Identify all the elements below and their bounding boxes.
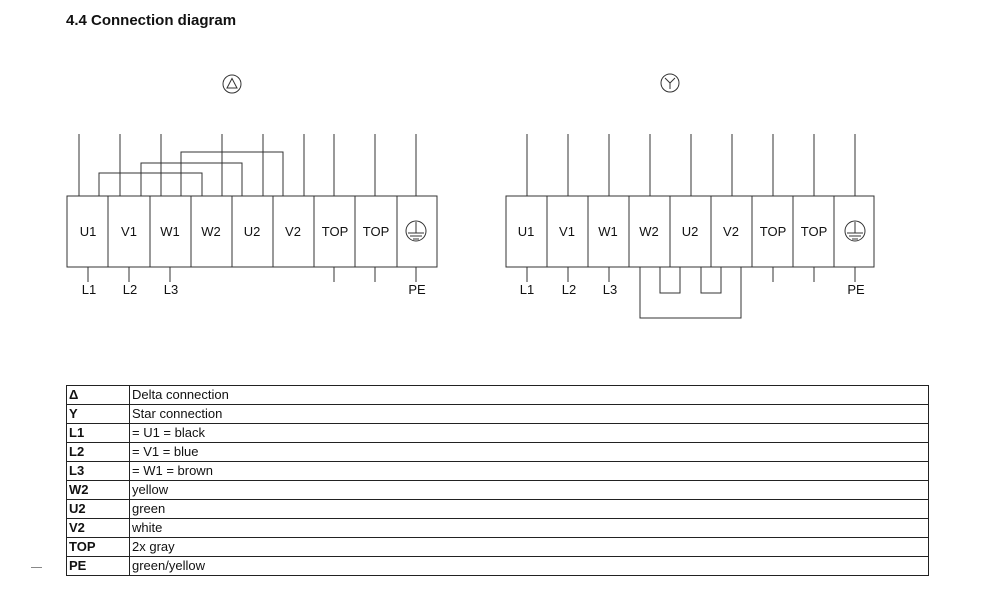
table-row xyxy=(67,481,929,500)
delta-bridge-v1-u2 xyxy=(141,163,242,196)
legend-key: L1 xyxy=(67,424,130,443)
delta-pe-label: PE xyxy=(408,282,426,297)
legend-key: W2 xyxy=(67,481,130,500)
delta-line-label: L3 xyxy=(163,282,179,297)
star-terminal-label: U2 xyxy=(681,224,699,239)
star-terminal-label: U1 xyxy=(517,224,535,239)
star-terminal-label: TOP xyxy=(759,224,787,239)
legend-table xyxy=(66,385,929,576)
delta-bridge-u1-w2 xyxy=(99,173,202,196)
delta-terminal-label: U1 xyxy=(79,224,97,239)
delta-ground-icon xyxy=(406,221,426,241)
star-y-icon xyxy=(665,78,675,89)
legend-key: Δ xyxy=(67,386,130,405)
star-line-label: L1 xyxy=(519,282,535,297)
delta-terminal-label: TOP xyxy=(362,224,390,239)
legend-value: = W1 = brown xyxy=(130,462,929,481)
table-row xyxy=(67,538,929,557)
legend-value: Delta connection xyxy=(130,386,929,405)
page-title: 4.4 Connection diagram xyxy=(66,12,237,29)
legend-key: TOP xyxy=(67,538,130,557)
star-bridge-w2-v2 xyxy=(640,267,741,318)
delta-diagram xyxy=(67,75,437,282)
star-terminal-label: W1 xyxy=(598,224,618,239)
table-row xyxy=(67,519,929,538)
star-terminal-label: TOP xyxy=(800,224,828,239)
delta-terminal-label: U2 xyxy=(243,224,261,239)
star-terminal-label: V1 xyxy=(559,224,575,239)
legend-value: = U1 = black xyxy=(130,424,929,443)
legend-value: green/yellow xyxy=(130,557,929,576)
table-row xyxy=(67,405,929,424)
star-bridge-w2-u2 xyxy=(660,267,680,293)
star-terminal-label: W2 xyxy=(639,224,659,239)
table-row xyxy=(67,557,929,576)
table-row xyxy=(67,443,929,462)
legend-key: L2 xyxy=(67,443,130,462)
table-row xyxy=(67,424,929,443)
star-terminal-labels xyxy=(518,224,865,297)
star-line-label: L3 xyxy=(602,282,618,297)
delta-bridge-w1-v2 xyxy=(181,152,283,196)
table-row xyxy=(67,386,929,405)
delta-terminal-label: TOP xyxy=(321,224,349,239)
legend-value: yellow xyxy=(130,481,929,500)
legend-value: = V1 = blue xyxy=(130,443,929,462)
delta-triangle-icon xyxy=(227,79,237,89)
legend-key: L3 xyxy=(67,462,130,481)
legend-key: PE xyxy=(67,557,130,576)
star-pe-label: PE xyxy=(847,282,865,297)
star-line-label: L2 xyxy=(561,282,577,297)
legend-value: white xyxy=(130,519,929,538)
margin-dash xyxy=(31,567,42,568)
legend-key: U2 xyxy=(67,500,130,519)
delta-line-label: L2 xyxy=(122,282,138,297)
star-ground-icon xyxy=(845,221,865,241)
legend-key: Y xyxy=(67,405,130,424)
delta-terminal-labels xyxy=(80,224,426,297)
legend-value: Star connection xyxy=(130,405,929,424)
legend-value: green xyxy=(130,500,929,519)
delta-terminal-label: V2 xyxy=(285,224,301,239)
star-bridge-u2-v2 xyxy=(701,267,721,293)
legend-value: 2x gray xyxy=(130,538,929,557)
delta-line-label: L1 xyxy=(81,282,97,297)
legend-key: V2 xyxy=(67,519,130,538)
star-terminal-label: V2 xyxy=(723,224,739,239)
delta-terminal-label: W1 xyxy=(160,224,180,239)
delta-terminal-label: W2 xyxy=(201,224,221,239)
table-row xyxy=(67,500,929,519)
table-row xyxy=(67,462,929,481)
delta-terminal-label: V1 xyxy=(121,224,137,239)
